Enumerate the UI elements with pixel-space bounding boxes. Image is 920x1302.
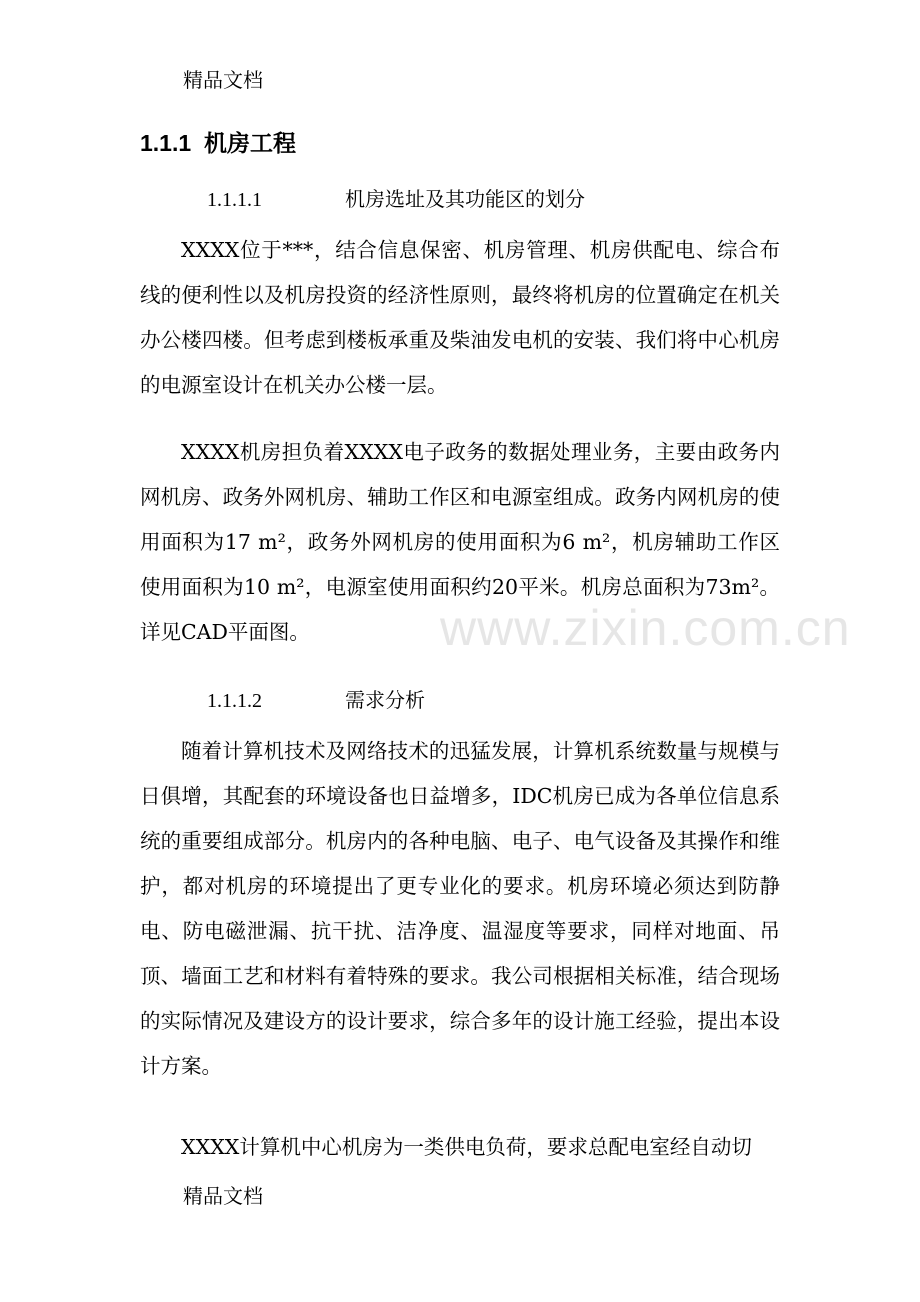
section-number: 1.1.1 [140, 130, 192, 156]
section-title: 机房工程 [204, 130, 296, 156]
section-heading [140, 126, 296, 160]
watermark: www.zixin.com.cn [440, 600, 851, 656]
page-header: 精品文档 [183, 68, 263, 92]
subsection-title: 需求分析 [345, 688, 425, 712]
page-footer: 精品文档 [183, 1184, 263, 1208]
subsection-heading [207, 686, 425, 715]
paragraph: XXXX计算机中心机房为一类供电负荷，要求总配电室经自动切 [181, 1135, 752, 1159]
paragraph: 随着计算机技术及网络技术的迅猛发展，计算机系统数量与规模与日俱增，其配套的环境设备也日益增多，IDC机房已成为各单位信息系统的重要组成部分。机房内的各种电脑、电子、电气设备及其操作和维护，都对机房的环境提出了更专业化的要求。机房环境必须达到防静电、防电磁泄漏、抗干扰、洁净度、温湿度等要求，同样对地面、吊顶、墙面工艺和材料有着特殊的要求。我公司根据相关标准，结合现场的实际情况及建设方的设计要求，综合多年的设计施工经验，提出本设计方案。 [140, 739, 780, 1078]
subsection-title: 机房选址及其功能区的划分 [345, 187, 585, 211]
subsection-number: 1.1.1.1 [207, 189, 262, 211]
subsection-number: 1.1.1.2 [207, 690, 262, 712]
paragraph: XXXX位于***，结合信息保密、机房管理、机房供配电、综合布线的便利性以及机房投资的经济性原则，最终将机房的位置确定在机关办公楼四楼。但考虑到楼板承重及柴油发电机的安装、我们将中心机房的电源室设计在机关办公楼一层。 [140, 238, 780, 397]
paragraph: XXXX机房担负着XXXX电子政务的数据处理业务，主要由政务内网机房、政务外网机房、辅助工作区和电源室组成。政务内网机房的使用面积为17 m²，政务外网机房的使用面积为6 m²，机房辅助工作区使用面积为10 m²，电源室使用面积约20平米。机房总面积为73m²。详见CAD平面图。 [140, 440, 780, 644]
subsection-heading [207, 185, 585, 214]
